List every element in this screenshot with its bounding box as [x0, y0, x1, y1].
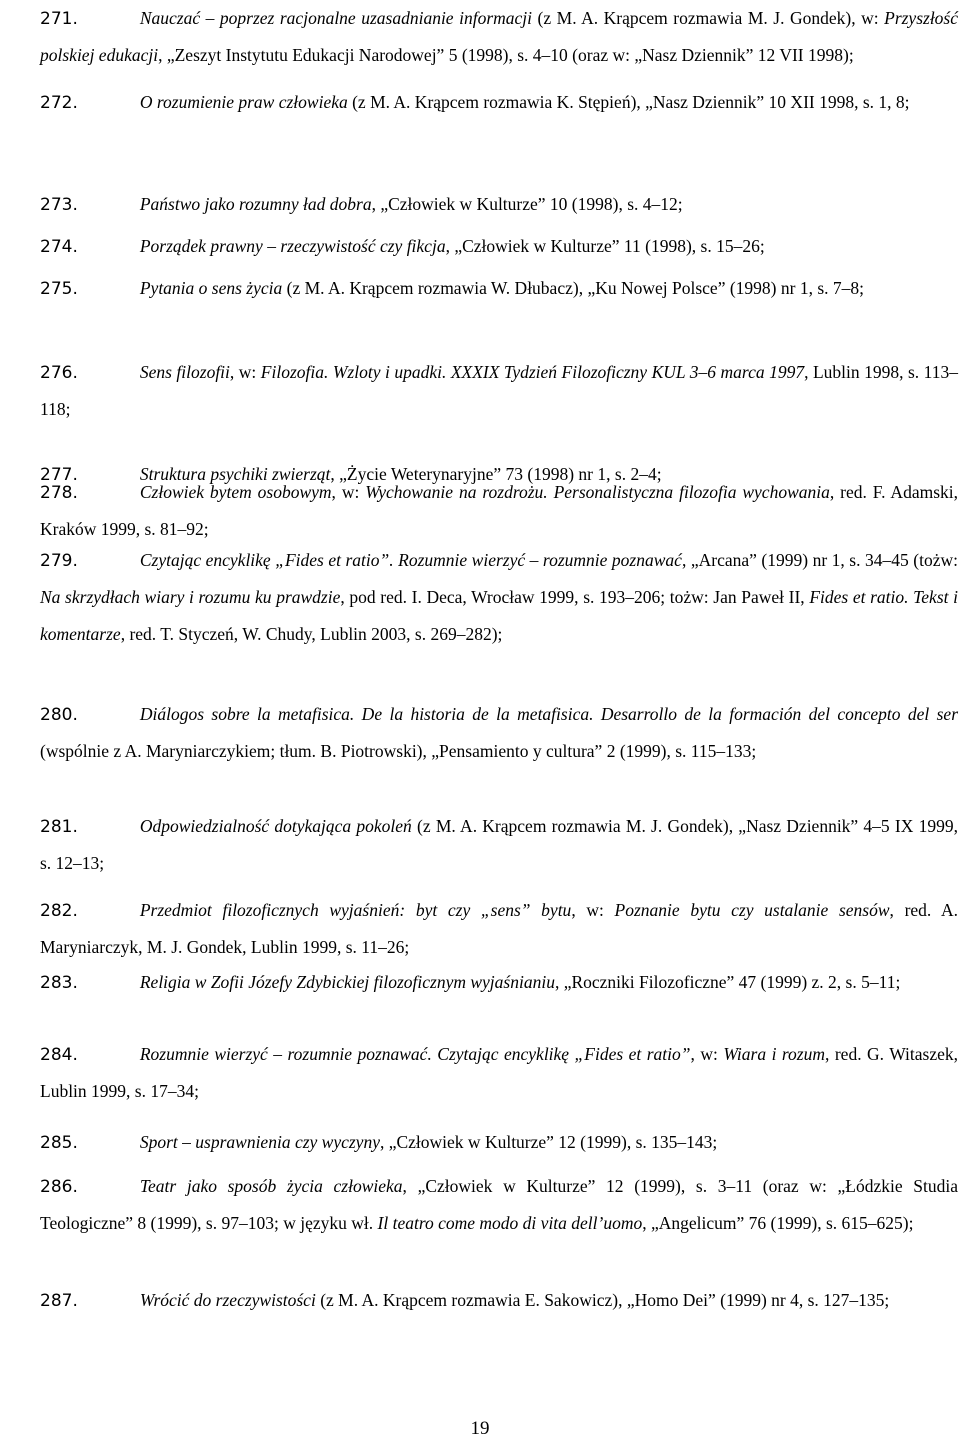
- entry-title-italic: Il teatro come modo di vita dell’uomo: [377, 1213, 643, 1234]
- entry-text: , „Człowiek w Kulturze” 12 (1999), s. 3–11 (oraz w: „Łódzkie Studia Teologiczne” 8 (1999), s. 97–103; w języku wł.: [40, 1176, 958, 1234]
- entry-text: , red. T. Styczeń, W. Chudy, Lublin 2003, s. 269–282);: [120, 623, 503, 644]
- bibliography-entry: [40, 354, 958, 428]
- entry-text: , „Arcana” (1999) nr 1, s. 34–45 (tożw:: [681, 550, 958, 570]
- entry-text: , w:: [229, 362, 261, 382]
- entry-title-italic: Sport – usprawnienia czy wyczyny: [139, 1132, 380, 1152]
- entry-number: 276.: [40, 363, 78, 383]
- entry-title-italic: Pytania o sens życia: [139, 278, 283, 298]
- entry-text: , „Zeszyt Instytutu Edukacji Narodowej” 5 (1998), s. 4–10 (oraz w: „Nasz Dziennik” 12 VII 1998);: [158, 45, 854, 66]
- entry-title-italic: Fides et ratio. Tekst i komentarze: [40, 587, 958, 644]
- entry-number: 277.: [40, 465, 78, 485]
- entry-number: 281.: [40, 817, 78, 837]
- entry-text: (wspólnie z A. Maryniarczykiem; tłum. B. Piotrowski), „Pensamiento y cultura” 2 (1999), s. 115–133;: [40, 741, 757, 762]
- entry-number: 283.: [40, 973, 78, 993]
- entry-title-italic: Teatr jako sposób życia człowieka: [139, 1176, 403, 1196]
- page-number: 19: [470, 1418, 490, 1439]
- entry-title-italic: Przyszłość polskiej edukacji: [40, 8, 959, 66]
- entry-text: (z M. A. Krąpcem rozmawia M. J. Gondek), w:: [532, 8, 885, 28]
- entry-title-italic: Sens filozofii: [139, 362, 230, 382]
- bibliography-entry: [40, 84, 958, 121]
- bibliography-entry: [40, 696, 958, 770]
- bibliography-entry: [40, 0, 958, 74]
- entry-title-italic: Rozumnie wierzyć – rozumnie poznawać. Czytając encyklikę „Fides et ratio”: [139, 1044, 691, 1064]
- entry-title-italic: O rozumienie praw człowieka: [139, 92, 348, 112]
- entry-number: 274.: [40, 237, 78, 257]
- bibliography-entry: [40, 474, 958, 548]
- entry-text: , „Człowiek w Kulturze” 10 (1998), s. 4–12;: [371, 194, 683, 214]
- entry-number: 284.: [40, 1045, 78, 1065]
- entry-number: 272.: [40, 93, 78, 113]
- entry-number: 273.: [40, 195, 78, 215]
- entry-text: (z M. A. Krąpcem rozmawia W. Dłubacz), „Ku Nowej Polsce” (1998) nr 1, s. 7–8;: [282, 278, 864, 298]
- entry-title-italic: Wiara i rozum: [723, 1044, 826, 1064]
- bibliography-entry: [40, 808, 958, 882]
- entry-number: 282.: [40, 901, 78, 921]
- entry-title-italic: Religia w Zofii Józefy Zdybickiej filozoficznym wyjaśnianiu: [139, 972, 555, 992]
- entry-number: 271.: [40, 9, 78, 29]
- entry-text: , Lublin 1998, s. 113–118;: [40, 362, 959, 420]
- bibliography-entry: [40, 270, 958, 307]
- entry-text: , pod red. I. Deca, Wrocław 1999, s. 193–206; tożw: Jan Paweł II,: [340, 587, 810, 608]
- entry-title-italic: Przedmiot filozoficznych wyjaśnień: byt czy „sens” bytu: [139, 900, 572, 920]
- bibliography-entry: [40, 228, 958, 265]
- bibliography-entry: [40, 186, 958, 223]
- entry-text: (z M. A. Krąpcem rozmawia E. Sakowicz), „Homo Dei” (1999) nr 4, s. 127–135;: [315, 1290, 890, 1310]
- entry-title-italic: Poznanie bytu czy ustalanie sensów: [614, 900, 890, 920]
- entry-number: 278.: [40, 483, 78, 503]
- entry-text: (z M. A. Krąpcem rozmawia M. J. Gondek), „Nasz Dziennik” 4–5 IX 1999, s. 12–13;: [40, 816, 958, 874]
- entry-text: , red. F. Adamski, Kraków 1999, s. 81–92;: [40, 482, 958, 540]
- entry-title-italic: Filozofia. Wzloty i upadki. XXXIX Tydzień Filozoficzny KUL 3–6 marca 1997: [260, 362, 805, 382]
- entry-number: 279.: [40, 551, 78, 571]
- entry-title-italic: Wychowanie na rozdrożu. Personalistyczna filozofia wychowania: [365, 482, 830, 502]
- bibliography-entry: [40, 1036, 958, 1110]
- bibliography-entry: [40, 1168, 958, 1242]
- entry-text: , red. A. Maryniarczyk, M. J. Gondek, Lublin 1999, s. 11–26;: [40, 900, 959, 958]
- entry-number: 286.: [40, 1177, 78, 1197]
- entry-title-italic: Państwo jako rozumny ład dobra: [139, 194, 372, 214]
- entry-text: , „Życie Weterynaryjne” 73 (1998) nr 1, s. 2–4;: [330, 464, 662, 484]
- entry-title-italic: Odpowiedzialność dotykająca pokoleń: [139, 816, 412, 836]
- entry-title-italic: Struktura psychiki zwierząt: [139, 464, 331, 484]
- entry-title-italic: Porządek prawny – rzeczywistość czy fikcja: [139, 236, 446, 256]
- entry-title-italic: Człowiek bytem osobowym: [139, 482, 332, 502]
- entry-title-italic: Diálogos sobre la metafisica. De la historia de la metafisica. Desarrollo de la formación del concepto del ser: [139, 704, 958, 724]
- entry-title-italic: Czytając encyklikę „Fides et ratio”. Rozumnie wierzyć – rozumnie poznawać: [139, 550, 682, 570]
- bibliography-entry: [40, 542, 958, 652]
- entry-number: 275.: [40, 279, 78, 299]
- entry-number: 280.: [40, 705, 78, 725]
- entry-text: (z M. A. Krąpcem rozmawia K. Stępień), „Nasz Dziennik” 10 XII 1998, s. 1, 8;: [347, 92, 910, 112]
- entry-title-italic: Nauczać – poprzez racjonalne uzasadnianie informacji: [139, 8, 533, 28]
- entry-text: , „Angelicum” 76 (1999), s. 615–625);: [642, 1213, 914, 1234]
- entry-text: , w:: [690, 1044, 724, 1064]
- entry-text: , w:: [331, 482, 366, 502]
- bibliography-entry: [40, 964, 958, 1001]
- entry-text: , red. G. Witaszek, Lublin 1999, s. 17–34;: [40, 1044, 958, 1102]
- entry-text: , „Człowiek w Kulturze” 11 (1998), s. 15–26;: [445, 236, 765, 256]
- bibliography-entry: [40, 1282, 958, 1319]
- entry-title-italic: Wrócić do rzeczywistości: [139, 1290, 316, 1310]
- entry-text: , w:: [571, 900, 615, 920]
- bibliography-entry: [40, 1124, 958, 1161]
- entry-title-italic: Na skrzydłach wiary i rozumu ku prawdzie: [40, 587, 341, 608]
- entry-text: , „Roczniki Filozoficzne” 47 (1999) z. 2, s. 5–11;: [554, 972, 901, 992]
- entry-number: 287.: [40, 1291, 78, 1311]
- bibliography-entry: [40, 892, 958, 966]
- entry-text: , „Człowiek w Kulturze” 12 (1999), s. 135–143;: [379, 1132, 718, 1152]
- entry-number: 285.: [40, 1133, 78, 1153]
